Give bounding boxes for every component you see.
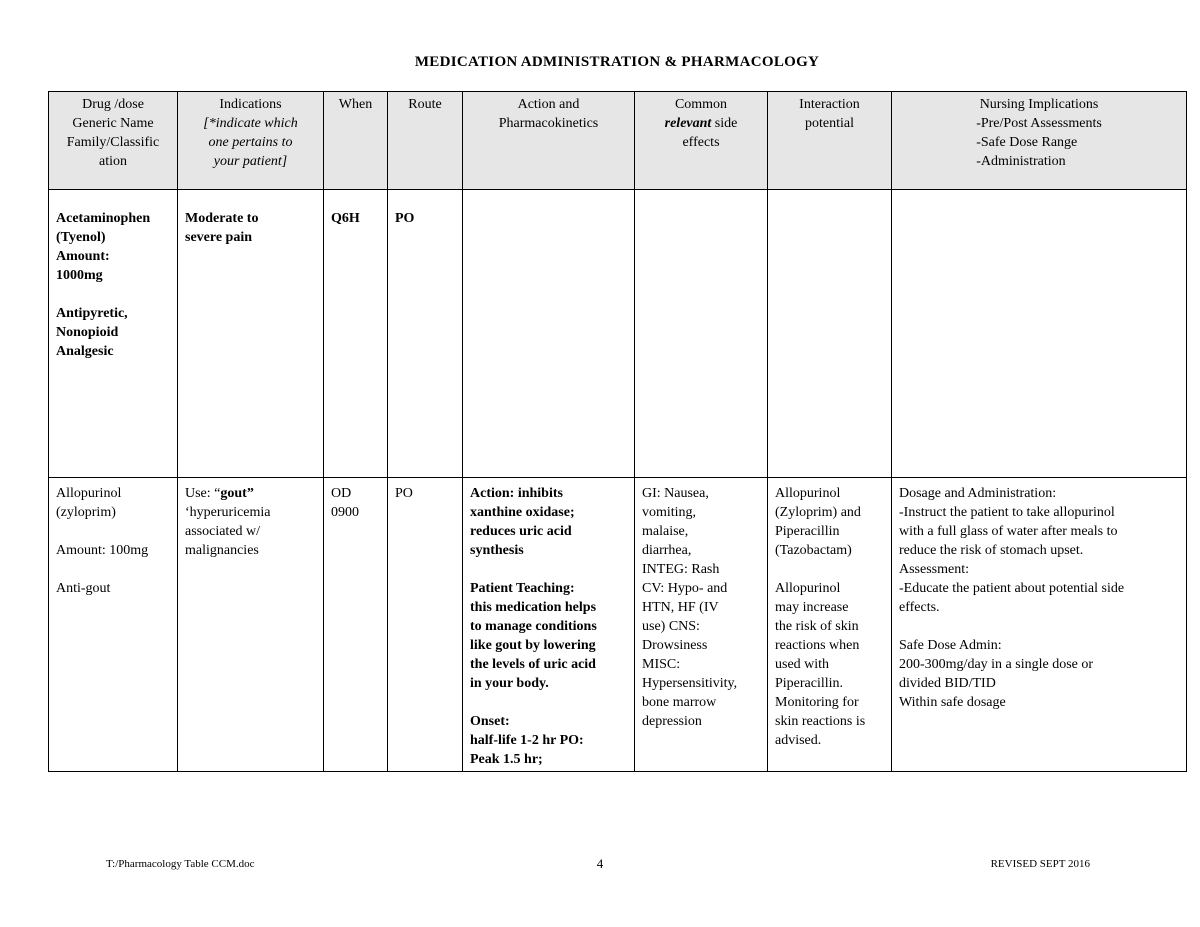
header-row: [49, 92, 1187, 190]
cell-action: Action: inhibits xanthine oxidase; reduces uric acid synthesis Patient Teaching: this medication helps to manage conditions like gout by lowering the levels of uric acid in your body. Onset: half-life 1-2 hr PO: Peak 1.5 hr;: [463, 478, 635, 772]
header-drug: Drug /dose Generic Name Family/Classific ation: [49, 92, 178, 190]
header-indications: Indications [*indicate which one pertains to your patient]: [178, 92, 324, 190]
cell-drug: Acetaminophen (Tyenol) Amount: 1000mg Antipyretic, Nonopioid Analgesic: [49, 190, 178, 478]
page-title: MEDICATION ADMINISTRATION & PHARMACOLOGY: [414, 54, 820, 70]
cell-when: OD 0900: [324, 478, 388, 772]
cell-side-effects: [635, 190, 768, 478]
cell-interaction: Allopurinol (Zyloprim) and Piperacillin (Tazobactam) Allopurinol may increase the risk of skin reactions when used with Piperacillin. Monitoring for skin reactions is advised.: [768, 478, 892, 772]
cell-nursing: [892, 190, 1187, 478]
table-row-acetaminophen: [49, 190, 1187, 478]
cell-route: PO: [388, 478, 463, 772]
cell-action: [463, 190, 635, 478]
header-nursing: Nursing Implications -Pre/Post Assessments -Safe Dose Range -Administration: [892, 92, 1187, 190]
cell-route: PO: [388, 190, 463, 478]
header-interaction: Interaction potential: [768, 92, 892, 190]
footer-filename: T:/Pharmacology Table CCM.doc: [106, 858, 255, 870]
footer-revision: REVISED SEPT 2016: [990, 858, 1090, 870]
cell-indications: Moderate to severe pain: [178, 190, 324, 478]
table-row-allopurinol: [49, 478, 1187, 772]
medication-table: [48, 91, 1187, 772]
cell-indications: Use: “gout” ‘hyperuricemia associated w/ malignancies: [178, 478, 324, 772]
header-action: Action and Pharmacokinetics: [463, 92, 635, 190]
cell-side-effects: GI: Nausea, vomiting, malaise, diarrhea, INTEG: Rash CV: Hypo- and HTN, HF (IV use) CNS: Drowsiness MISC: Hypersensitivity, bone marrow depression: [635, 478, 768, 772]
cell-when: Q6H: [324, 190, 388, 478]
header-route: Route: [388, 92, 463, 190]
cell-nursing: Dosage and Administration: -Instruct the patient to take allopurinol with a full glass of water after meals to reduce the risk of stomach upset. Assessment: -Educate the patient about potential side effects. Safe Dose Admin: 200-300mg/day in a single dose or divided BID/TID Within safe dosage: [892, 478, 1187, 772]
page-number: 4: [596, 856, 604, 871]
header-side-effects: Common relevant side effects: [635, 92, 768, 190]
cell-interaction: [768, 190, 892, 478]
header-when: When: [324, 92, 388, 190]
cell-drug: Allopurinol (zyloprim) Amount: 100mg Anti-gout: [49, 478, 178, 772]
